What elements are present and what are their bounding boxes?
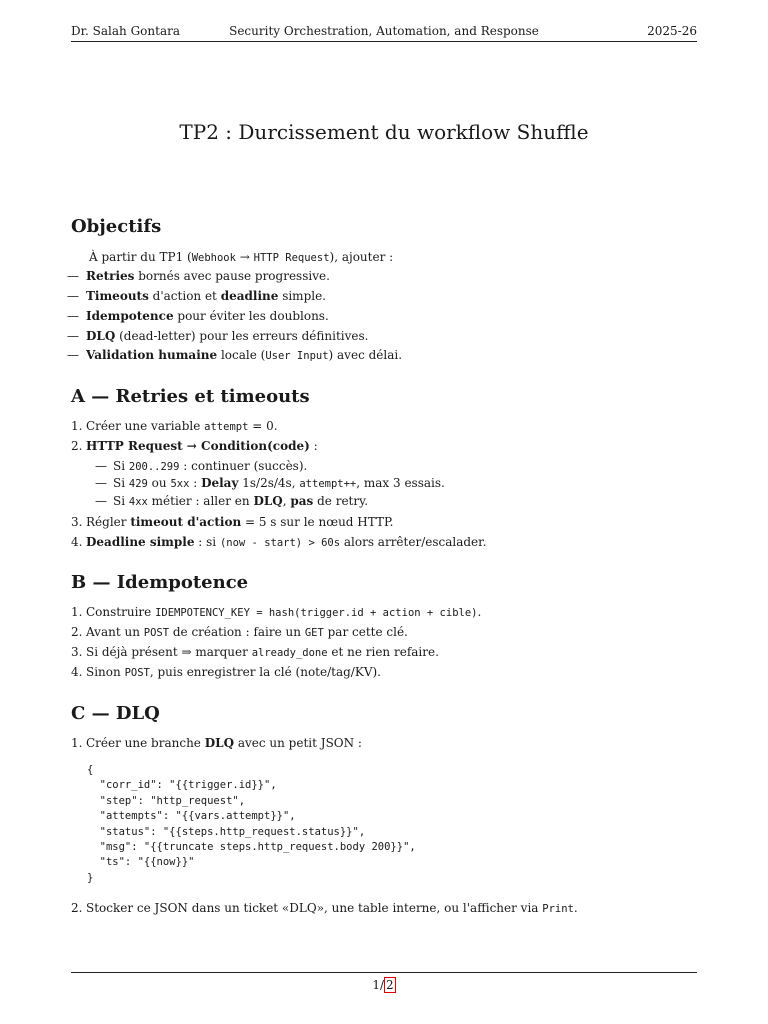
objectif-item: — DLQ (dead-letter) pour les erreurs définitives. <box>67 329 369 343</box>
heading-section-a: A — Retries et timeouts <box>71 386 310 407</box>
objectif-item: — Timeouts d'action et deadline simple. <box>67 289 326 303</box>
footer-rule <box>71 972 697 973</box>
list-item: 2. Stocker ce JSON dans un ticket «DLQ», une table interne, ou l'afficher via Print. <box>71 901 578 915</box>
list-item: 1. Créer une branche DLQ avec un petit JSON : <box>71 736 362 750</box>
list-item: 2. HTTP Request → Condition(code) : <box>71 439 318 453</box>
objectif-item: — Retries bornés avec pause progressive. <box>67 269 330 283</box>
header-author: Dr. Salah Gontara <box>71 24 180 38</box>
sub-list-item: — Si 200..299 : continuer (succès). <box>95 459 308 473</box>
json-code-block: { "corr_id": "{{trigger.id}}", "step": "http_request", "attempts": "{{vars.attempt}}", "status": "{{steps.http_request.status}}", "msg": "{{truncate steps.http_request.body 200}}", "ts": "{{now}}" } <box>87 764 416 884</box>
total-pages-link[interactable]: 2 <box>386 978 394 992</box>
heading-section-c: C — DLQ <box>71 703 160 724</box>
header-course: Security Orchestration, Automation, and Response <box>229 24 539 38</box>
objectif-item: — Validation humaine locale (User Input) avec délai. <box>67 348 403 362</box>
list-item: 3. Régler timeout d'action = 5 s sur le nœud HTTP. <box>71 515 394 529</box>
list-item: 4. Deadline simple : si (now - start) > 60s alors arrêter/escalader. <box>71 535 487 549</box>
list-item: 3. Si déjà présent ⇒ marquer already_done et ne rien refaire. <box>71 645 439 659</box>
heading-objectifs: Objectifs <box>71 216 162 237</box>
page-title: TP2 : Durcissement du workflow Shuffle <box>179 120 589 144</box>
page-number: 1/ 2 <box>372 978 394 992</box>
section-b <box>71 572 697 594</box>
header-year: 2025-26 <box>647 24 697 38</box>
section-c <box>71 703 697 725</box>
section-a <box>71 386 697 408</box>
objectif-item: — Idempotence pour éviter les doublons. <box>67 309 329 323</box>
objectifs-intro: À partir du TP1 (Webhook → HTTP Request), ajouter : <box>89 250 394 264</box>
list-item: 2. Avant un POST de création : faire un GET par cette clé. <box>71 625 408 639</box>
list-item: 4. Sinon POST, puis enregistrer la clé (note/tag/KV). <box>71 665 381 679</box>
list-item: 1. Construire IDEMPOTENCY_KEY = hash(trigger.id + action + cible). <box>71 605 482 619</box>
page-header <box>71 24 697 42</box>
list-item: 1. Créer une variable attempt = 0. <box>71 419 278 433</box>
sub-list-item: — Si 429 ou 5xx : Delay 1s/2s/4s, attempt++, max 3 essais. <box>95 476 445 490</box>
heading-section-b: B — Idempotence <box>71 572 249 593</box>
sub-list-item: — Si 4xx métier : aller en DLQ, pas de retry. <box>95 494 369 508</box>
section-objectifs <box>71 216 697 238</box>
